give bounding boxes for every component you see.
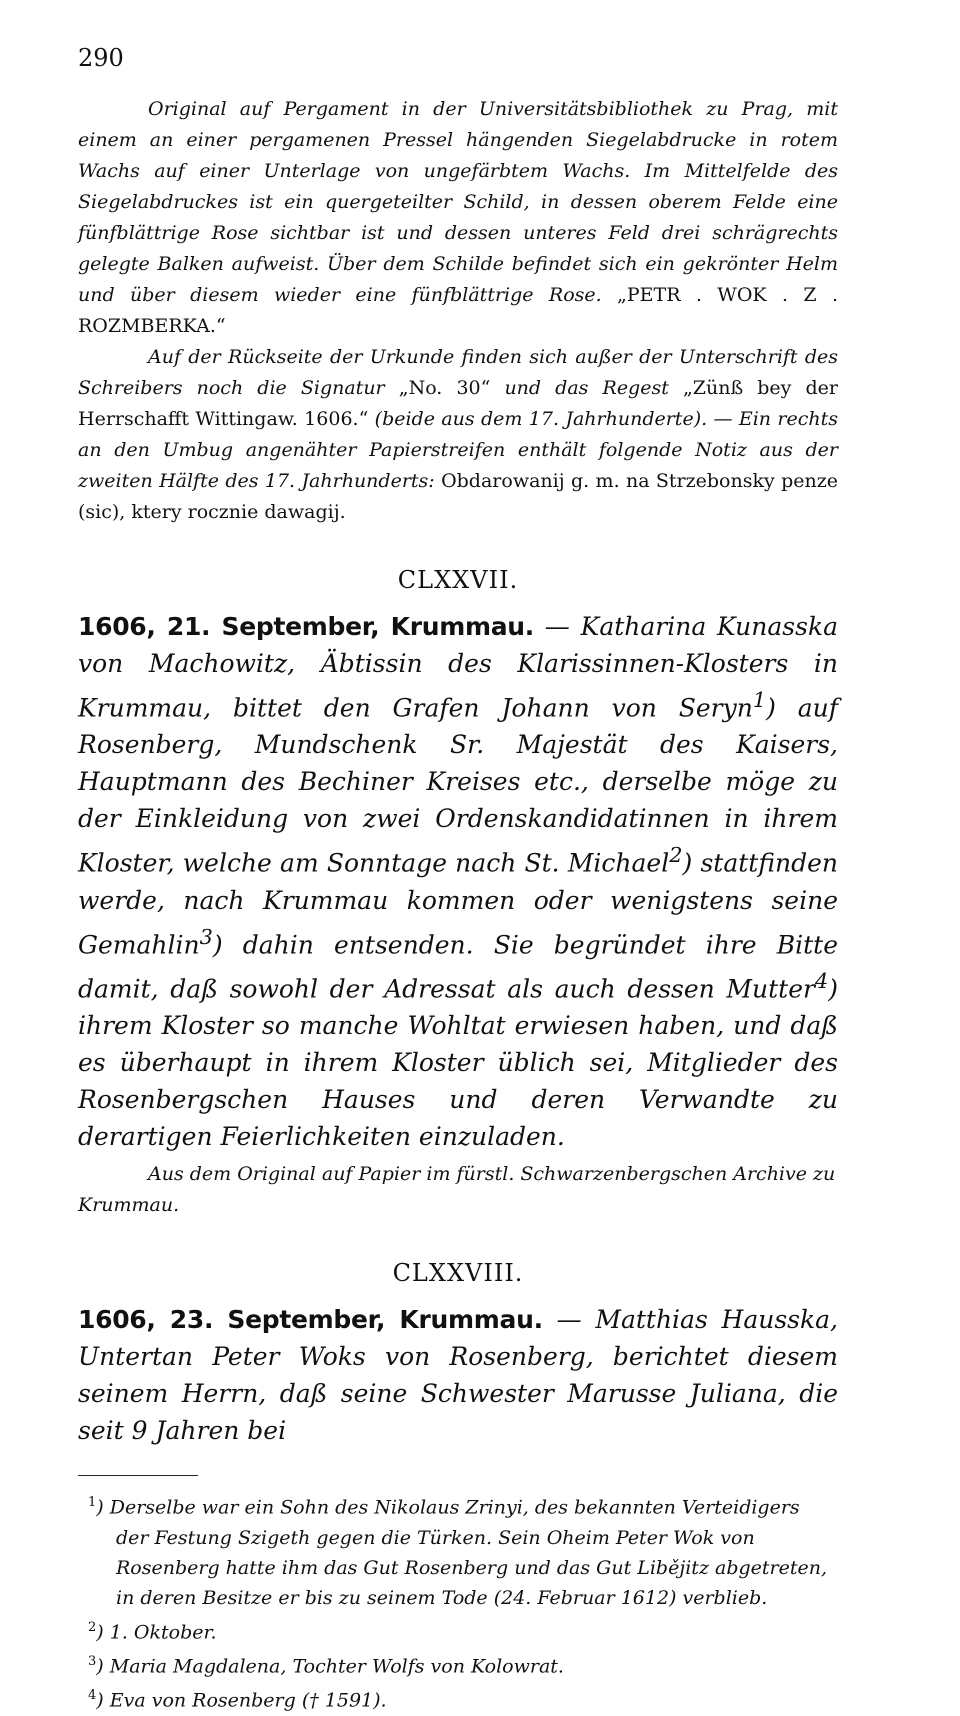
seal-inscription: „PETR . WOK . Z . ROZMBERKA.“	[78, 284, 838, 337]
signature-mark: „No. 30“	[398, 377, 491, 399]
footnote-text-3: ) Maria Magdalena, Tochter Wolfs von Kolowrat.	[96, 1655, 564, 1678]
intro-block	[78, 94, 838, 528]
footnote-mark-3: 3	[88, 1653, 97, 1669]
regest-177	[78, 608, 838, 1155]
czech-note: Obdarowanij g. m. na Strzebonsky penze (sic), ktery rocznie dawagij.	[78, 470, 838, 523]
footnotes	[78, 1488, 838, 1715]
document-numeral-177: CLXXVII.	[397, 566, 519, 594]
footnote-4	[78, 1681, 838, 1715]
dash-178: —	[542, 1305, 596, 1335]
footnote-1	[78, 1488, 838, 1612]
intro-text-2b: und das Regest	[490, 377, 683, 399]
footnote-text-2: ) 1. Oktober.	[96, 1620, 217, 1643]
page-number: 290	[78, 44, 124, 72]
intro-text-2a: Auf der Rückseite der Urkunde finden sich außer der Unterschrift des Schreibers noch die Signatur	[78, 346, 838, 399]
regest-177-text-b: ) auf Rosenberg, Mundschenk Sr. Majestät des Kaisers, Hauptmann des Bechiner Kreises etc., derselbe möge zu der Einkleidung von zwei Ordenskandidatinnen in ihrem Kloster, welche am Sonntage nach St. Michael	[78, 693, 838, 878]
footnote-ref-1: 1	[752, 688, 767, 712]
regest-quote: „Zünß bey der Herrschafft Wittingaw. 1606.“	[78, 377, 838, 430]
regest-177-text-c: ) stattfinden werde, nach Krummau kommen oder wenigstens seine Gemahlin	[78, 848, 838, 959]
dateline-178: 1606, 23. September, Krummau.	[78, 1305, 543, 1335]
footnote-divider	[78, 1475, 198, 1476]
footnote-2	[78, 1613, 838, 1647]
regest-177-text-e: ) ihrem Kloster so manche Wohltat erwiesen haben, und daß es überhaupt in ihrem Kloster üblich sei, Mitglieder des Rosenbergschen Hauses und deren Verwandte zu derartigen Feierlichkeiten einzuladen.	[78, 974, 838, 1152]
footnote-ref-4: 4	[814, 968, 829, 993]
footnote-ref-3: 3	[199, 924, 213, 949]
dash-177: —	[533, 612, 581, 641]
regest-177-text-d: ) dahin entsenden. Sie begründet ihre Bitte damit, daß sowohl der Adressat als auch dessen Mutter	[78, 929, 838, 1004]
intro-paragraph-1	[78, 94, 838, 342]
footnote-mark-1: 1	[88, 1495, 97, 1511]
intro-text-2c: (beide aus dem 17. Jahrhunderte). — Ein rechts an den Umbug angenähter Papierstreifen enthält folgende Notiz aus der zweiten Hälfte des 17. Jahrhunderts:	[78, 408, 838, 492]
regest-178	[78, 1301, 838, 1449]
footnote-mark-2: 2	[88, 1619, 97, 1635]
footnote-3	[78, 1647, 838, 1681]
footnote-ref-2: 2	[669, 843, 683, 868]
intro-text-1: Original auf Pergament in der Universitätsbibliothek zu Prag, mit einem an einer pergamenen Pressel hängenden Siegelabdrucke in rotem Wachs auf einer Unterlage von ungefärbtem Wachs. Im Mittelfelde des Siegelabdruckes ist ein quergeteilter Schild, in dessen oberem Felde eine fünfblättrige Rose sichtbar ist und dessen unteres Feld drei schrägrechts gelegte Balken aufweist. Über dem Schilde befindet sich ein gekrönter Helm und über diesem wieder eine fünfblättrige Rose.	[78, 98, 838, 306]
intro-paragraph-2	[78, 342, 838, 528]
regest-178-text: Matthias Hausska, Untertan Peter Woks von Rosenberg, berichtet diesem seinem Herrn, daß seine Schwester Marusse Juliana, die seit 9 Jahren bei	[78, 1305, 838, 1446]
regest-177-text-a: Katharina Kunasska von Machowitz, Äbtissin des Klarissinnen-Klosters in Krummau, bittet den Grafen Johann von Seryn	[78, 612, 838, 723]
document-numeral-178: CLXXVIII.	[392, 1259, 524, 1288]
footnote-mark-4: 4	[88, 1688, 97, 1704]
footnote-text-1: ) Derselbe war ein Sohn des Nikolaus Zrinyi, des bekannten Verteidigers der Festung Szigeth gegen die Türken. Sein Oheim Peter Wok von Rosenberg hatte ihm das Gut Rosenberg und das Gut Libějitz abgetreten, in deren Besitze er bis zu seinem Tode (24. Februar 1612) verblieb.	[96, 1496, 828, 1609]
dateline-177: 1606, 21. September, Krummau.	[78, 612, 534, 641]
source-note-177: Aus dem Original auf Papier im fürstl. Schwarzenbergschen Archive zu Krummau.	[78, 1163, 836, 1217]
footnote-text-4: ) Eva von Rosenberg († 1591).	[96, 1689, 387, 1712]
